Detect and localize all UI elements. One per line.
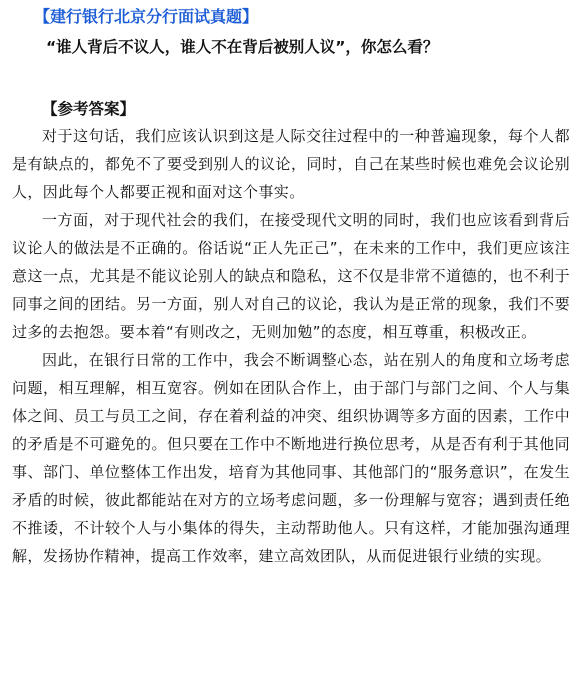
- answer-paragraph-1: 对于这句话，我们应该认识到这是人际交往过程中的一种普遍现象，每个人都是有缺点的，都免不了要受到别人的议论，同时，自己在某些时候也难免会议论别人，因此每个人都要正视和面对这个事实。: [12, 127, 570, 201]
- answer-body: [12, 122, 570, 570]
- document-title: 【建行银行北京分行面试真题】: [34, 7, 259, 26]
- answer-heading: 【参考答案】: [42, 100, 136, 118]
- answer-paragraph-3: 因此，在银行日常的工作中，我会不断调整心态，站在别人的角度和立场考虑问题，相互理解，相互宽容。例如在团队合作上，由于部门与部门之间、个人与集体之间、员工与员工之间，存在着利益的冲突、组织协调等多方面的因素，工作中的矛盾是不可避免的。但只要在工作中不断地进行换位思考，从是否有利于其他同事、部门、单位整体工作出发，培育为其他同事、其他部门的“服务意识”，在发生矛盾的时候，彼此都能站在对方的立场考虑问题，多一份理解与宽容；遇到责任绝不推诿，不计较个人与小集体的得失，主动帮助他人。只有这样，才能加强沟通理解，发扬协作精神，提高工作效率，建立高效团队，从而促进银行业绩的实现。: [12, 351, 570, 565]
- interview-question: “谁人背后不议人，谁人不在背后被别人议”，你怎么看？: [46, 38, 439, 56]
- answer-paragraph-2: 一方面，对于现代社会的我们，在接受现代文明的同时，我们也应该看到背后议论人的做法是不正确的。俗话说“正人先正己”，在未来的工作中，我们更应该注意这一点，尤其是不能议论别人的缺点和隐私，这不仅是非常不道德的，也不利于同事之间的团结。另一方面，别人对自己的议论，我认为是正常的现象，我们不要过多的去抱怨。要本着“有则改之，无则加勉”的态度，相互尊重，积极改正。: [12, 211, 570, 341]
